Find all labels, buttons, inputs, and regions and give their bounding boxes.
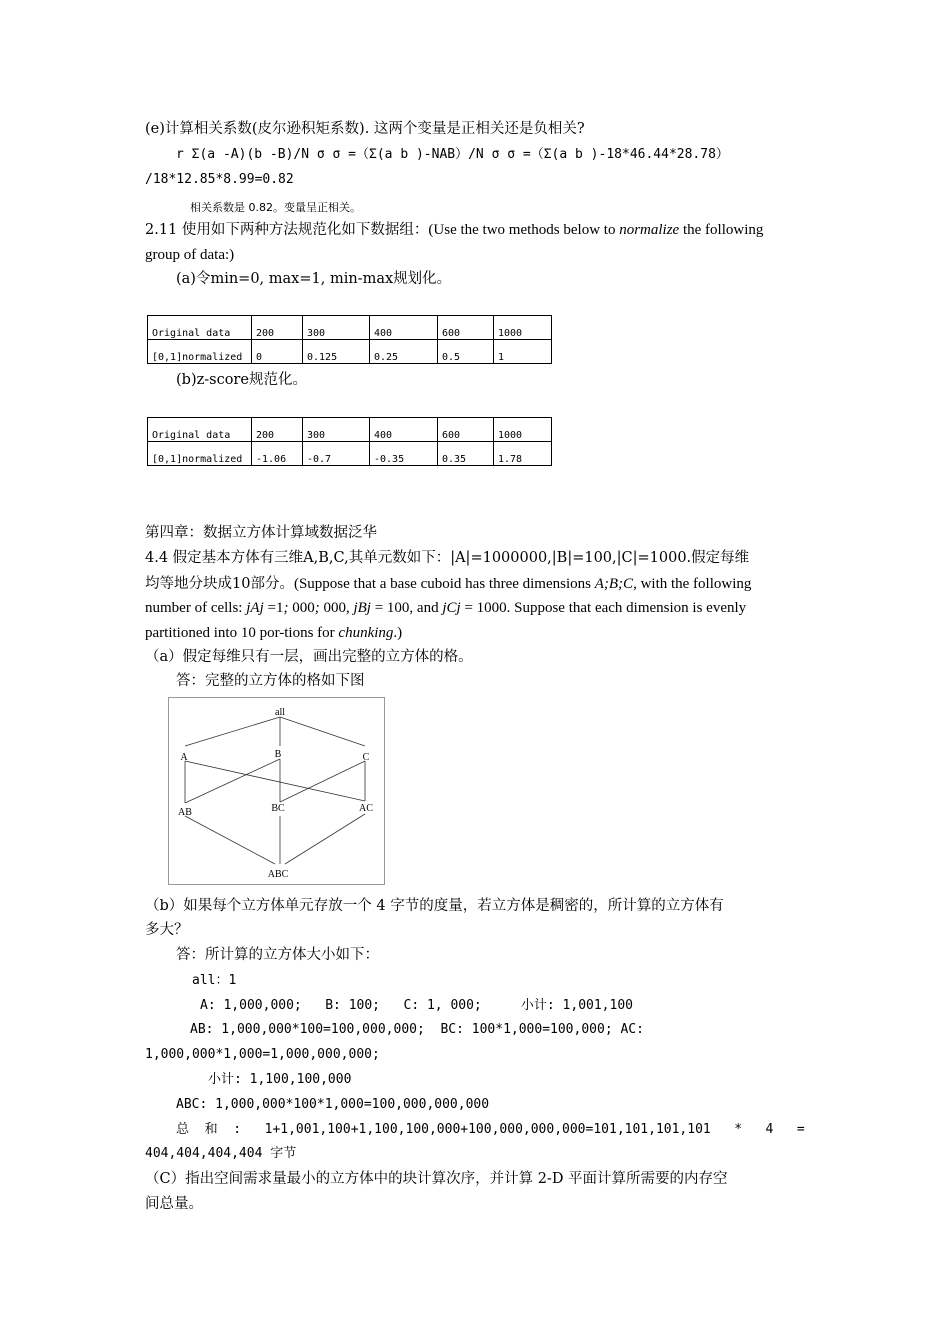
question-211-line2: group of data:) xyxy=(145,247,235,263)
question-c-line1: （C）指出空间需求量最小的立方体中的块计算次序，并计算 2-D 平面计算所需要的内存空 xyxy=(145,1171,728,1187)
table-cell: 1.78 xyxy=(494,442,552,466)
zscore-table xyxy=(147,417,552,466)
q44-line2-cn: 均等地分块成10部分。 xyxy=(145,576,294,592)
question-b-line2: 多大？ xyxy=(145,922,189,938)
q44-line3-b: jAj xyxy=(246,600,264,616)
q44-line2 xyxy=(145,575,751,593)
cube-lattice-diagram xyxy=(168,697,385,885)
table-cell: Original data xyxy=(148,316,252,340)
table-cell: 400 xyxy=(370,418,438,442)
table-cell: [0,1]normalized xyxy=(148,340,252,364)
q44-line4-a: partitioned into 10 por-tions for xyxy=(145,625,339,641)
question-211-cn: 2.11 使用如下两种方法规范化如下数据组： xyxy=(145,222,429,238)
answer-b: 答：所计算的立方体大小如下： xyxy=(176,947,379,963)
question-a: （a）假定每维只有一层，画出完整的立方体的格。 xyxy=(145,649,473,665)
table-cell: 200 xyxy=(252,418,303,442)
q44-line3-a: number of cells: xyxy=(145,600,247,616)
q44-line1: 4.4 假定基本方体有三维A,B,C,其单元数如下：|A|=1000000,|B|=100,|C|=1000.假定每维 xyxy=(145,550,750,566)
q44-line4-c: .) xyxy=(393,625,403,641)
q44-line4 xyxy=(145,624,402,642)
lattice-svg xyxy=(169,698,386,886)
node-b: B xyxy=(274,749,282,760)
table-cell: 300 xyxy=(303,316,370,340)
question-211-en: (Use the two methods below to xyxy=(428,222,620,238)
q44-line4-b: chunking xyxy=(338,625,394,641)
question-b-line1: （b）如果每个立方体单元存放一个 4 字节的度量，若立方体是稠密的，所计算的立方体有 xyxy=(145,898,724,914)
correlation-answer: 相关系数是 0.82。变量呈正相关。 xyxy=(190,201,361,214)
part-a-label: (a)令min=0, max=1, min-max规划化。 xyxy=(176,271,452,287)
question-211-em: normalize xyxy=(619,222,680,238)
table-cell: 400 xyxy=(370,316,438,340)
table-cell: 1000 xyxy=(494,418,552,442)
table-cell: -0.7 xyxy=(303,442,370,466)
q44-line3-e: 000 xyxy=(292,600,315,616)
edge xyxy=(185,717,280,746)
table-cell: 0.5 xyxy=(438,340,494,364)
node-abc: ABC xyxy=(267,869,289,880)
table-cell: Original data xyxy=(148,418,252,442)
table-cell: 0 xyxy=(252,340,303,364)
edge xyxy=(280,761,365,802)
calc-1d: A: 1,000,000; B: 100; C: 1, 000; 小计: 1,001,100 xyxy=(200,998,633,1013)
q44-line3 xyxy=(145,599,746,617)
q44-line3-g: 000, xyxy=(323,600,354,616)
node-ac: AC xyxy=(359,803,373,814)
q44-line3-c: =1 xyxy=(263,600,284,616)
node-all: all xyxy=(275,707,285,718)
table-cell: [0,1]normalized xyxy=(148,442,252,466)
table-row xyxy=(148,340,552,364)
question-c-line2: 间总量。 xyxy=(145,1196,203,1212)
q44-line2-it: A;B;C xyxy=(594,576,634,592)
question-211-end: the following xyxy=(679,222,764,238)
table-cell: 300 xyxy=(303,418,370,442)
table-cell: 0.125 xyxy=(303,340,370,364)
table-cell: 200 xyxy=(252,316,303,340)
q44-line3-j: jCj xyxy=(442,600,461,616)
table-cell: -1.06 xyxy=(252,442,303,466)
table-cell: 1000 xyxy=(494,316,552,340)
node-ab: AB xyxy=(178,807,192,818)
calc-2d-b: 1,000,000*1,000=1,000,000,000; xyxy=(145,1047,380,1062)
q44-line3-d: ; xyxy=(283,600,293,616)
table-cell: -0.35 xyxy=(370,442,438,466)
chapter-title: 第四章：数据立方体计算域数据泛华 xyxy=(145,525,377,541)
question-e: (e)计算相关系数(皮尔逊积矩系数). 这两个变量是正相关还是负相关? xyxy=(145,121,585,137)
q44-line3-h: jBj xyxy=(353,600,371,616)
correlation-formula: r Σ(a -A)(b -B)/N σ σ =（Σ(a b )-NAB）/N σ σ =（Σ(a b )-18*46.44*28.78） xyxy=(176,147,729,162)
node-a: A xyxy=(180,752,188,763)
edge xyxy=(185,816,275,864)
table-cell: 600 xyxy=(438,418,494,442)
table-row xyxy=(148,418,552,442)
edge xyxy=(280,717,365,746)
question-211-line1 xyxy=(145,221,763,239)
q44-line2-en: (Suppose that a base cuboid has three dimensions xyxy=(293,576,595,592)
q44-line3-k: = 1000. Suppose that each dimension is evenly xyxy=(460,600,747,616)
q44-line3-f: ; xyxy=(314,600,324,616)
correlation-result: /18*12.85*8.99=0.82 xyxy=(145,172,294,187)
edge xyxy=(185,761,365,801)
edge xyxy=(285,814,365,864)
calc-3d: ABC: 1,000,000*100*1,000=100,000,000,000 xyxy=(176,1097,490,1112)
q44-line3-i: = 100, and xyxy=(370,600,443,616)
calc-2d-a: AB: 1,000,000*100=100,000,000; BC: 100*1,000=100,000; AC: xyxy=(190,1022,644,1037)
table-cell: 0.35 xyxy=(438,442,494,466)
calc-all: all：1 xyxy=(192,973,237,988)
calc-total-a: 总 和 : 1+1,001,100+1,100,100,000+100,000,000,000=101,101,101,101 * 4 = xyxy=(176,1122,805,1137)
edge xyxy=(185,759,280,803)
answer-a: 答：完整的立方体的格如下图 xyxy=(176,673,365,689)
table-row xyxy=(148,442,552,466)
minmax-table xyxy=(147,315,552,364)
node-bc: BC xyxy=(271,803,285,814)
table-cell: 0.25 xyxy=(370,340,438,364)
table-row xyxy=(148,316,552,340)
table-cell: 1 xyxy=(494,340,552,364)
part-b-label: (b)z-score规范化。 xyxy=(176,372,307,388)
calc-2d-subtotal: 小计: 1,100,100,000 xyxy=(208,1072,352,1087)
calc-total-b: 404,404,404,404 字节 xyxy=(145,1146,297,1161)
lattice-edges xyxy=(185,717,365,864)
table-cell: 600 xyxy=(438,316,494,340)
q44-line2-end: , with the following xyxy=(633,576,752,592)
node-c: C xyxy=(362,752,370,763)
